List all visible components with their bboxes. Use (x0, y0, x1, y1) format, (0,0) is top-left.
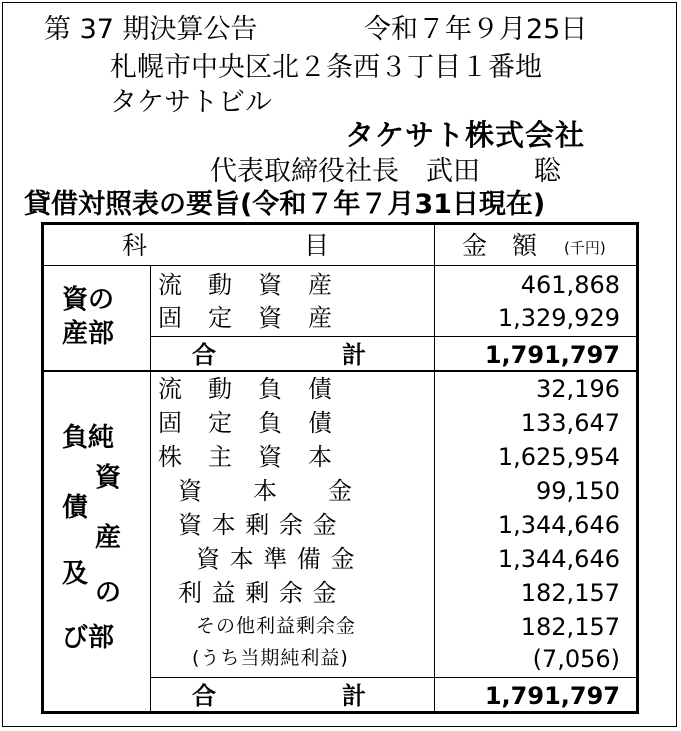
company-name: タケサト株式会社 (345, 118, 586, 152)
col-subject-header: 科 目 (122, 231, 331, 260)
liab-section-label-7: び部 (62, 623, 115, 653)
liab-row-label: 資 本 金 (178, 477, 353, 505)
liab-row-label: その他利益剰余金 (196, 615, 357, 637)
liab-row-label: 流 動 負 債 (158, 375, 333, 403)
liab-row-value: 99,150 (536, 477, 620, 505)
asset-row-value: 1,329,929 (497, 304, 620, 332)
liab-row-value: 1,344,646 (497, 545, 620, 573)
liab-subtotal-divider (150, 677, 636, 678)
liab-row-value: 32,196 (536, 375, 620, 403)
section-divider (44, 370, 636, 372)
asset-row-label: 流 動 資 産 (158, 271, 333, 299)
liab-section-label-4: 産 (95, 523, 122, 553)
notice-title: 第 37 期決算公告 (44, 14, 258, 45)
header-divider (44, 265, 636, 266)
asset-row-value: 461,868 (520, 271, 620, 299)
address-line1: 札幌市中央区北２条西３丁目１番地 (110, 52, 542, 83)
assets-section-label-1: 資の (62, 285, 115, 315)
address-line2: タケサトビル (110, 87, 272, 118)
notice-date: 令和７年９月25日 (364, 14, 588, 45)
balance-sheet-table (41, 222, 639, 714)
liab-row-label: 固 定 負 債 (158, 409, 333, 437)
liab-row-label: 資 本 剰 余 金 (178, 511, 338, 539)
section-column-divider (150, 265, 151, 711)
assets-section-label-2: 産部 (62, 319, 115, 349)
col-amount-header: 金 額 (462, 231, 538, 260)
asset-row-label: 固 定 資 産 (158, 304, 333, 332)
assets-subtotal-divider (150, 336, 636, 337)
liab-section-label-5: 及 (62, 559, 89, 589)
liab-section-label-1: 負純 (62, 423, 115, 453)
assets-total-value: 1,791,797 (484, 341, 620, 369)
liab-row-label: 株 主 資 本 (158, 443, 333, 471)
col-unit-header: (千円) (564, 239, 606, 257)
balance-sheet-title: 貸借対照表の要旨(令和７年７月31日現在) (24, 189, 546, 220)
liab-total-value: 1,791,797 (484, 682, 620, 710)
liab-row-value: 182,157 (520, 579, 620, 607)
liab-row-label: 資 本 準 備 金 (196, 545, 356, 573)
liab-section-label-3: 債 (62, 493, 89, 523)
liab-row-value: 1,344,646 (497, 511, 620, 539)
representative: 代表取締役社長 武田 聡 (210, 156, 561, 187)
liab-section-label-2: 資 (95, 463, 122, 493)
liab-row-value: 133,647 (520, 409, 620, 437)
amount-column-divider (434, 225, 435, 711)
liab-row-value: 182,157 (520, 613, 620, 641)
liab-total-label: 合 計 (192, 682, 367, 710)
liab-row-label: (うち当期純利益) (192, 647, 349, 669)
liab-row-label: 利 益 剰 余 金 (178, 579, 338, 607)
liab-row-value: (7,056) (532, 645, 620, 673)
liab-section-label-6: の (95, 578, 122, 608)
assets-total-label: 合 計 (192, 341, 367, 369)
liab-row-value: 1,625,954 (497, 443, 620, 471)
